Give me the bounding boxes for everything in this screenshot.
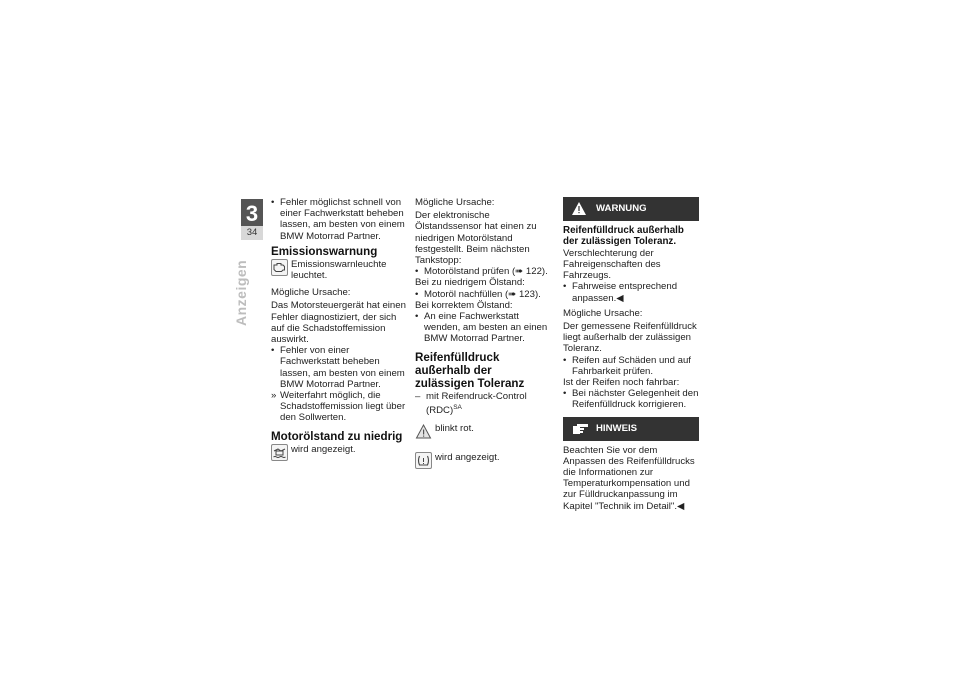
oil-heading: Motorölstand zu niedrig	[271, 429, 403, 443]
cause-text: Das Motorsteuergerät hat einen Fehler diagnostiziert, der sich auf die Schadstoffemission auswirkt.	[271, 300, 406, 346]
column-1	[271, 197, 407, 466]
drive-bullet: • Fahrweise entsprechend anpassen.◀	[563, 281, 699, 303]
cause-text: Der gemessene Reifenfülldruck liegt außerhalb der zulässigen Toleranz.	[563, 321, 697, 355]
workshop-bullet: • An eine Fachwerkstatt wenden, am besten an einen BMW Motorrad Partner.	[415, 311, 551, 345]
warning-text: Verschlechterung der Fahreigenschaften des Fahrzeugs.	[563, 247, 661, 282]
oil-check-bullet: • Motorölstand prüfen (➠ 122).	[415, 266, 551, 277]
intro-bullet: • Fehler möglichst schnell von einer Fachwerkstatt beheben lassen, am besten von einem BMW Motorrad Partner.	[271, 197, 407, 242]
low-oil-label: Bei zu niedrigem Ölstand:	[415, 277, 525, 289]
oil-refill-bullet: • Motoröl nachfüllen (➠ 123).	[415, 289, 551, 300]
note-label: HINWEIS	[596, 422, 638, 434]
rdc-superscript: SA	[453, 403, 462, 411]
correct-oil-label: Bei korrektem Ölstand:	[415, 299, 513, 311]
rdc-condition-text: mit Reifendruck-Control (RDC)	[426, 390, 527, 417]
cause-text: Der elektronische Ölstandssensor hat einen zu niedrigen Motorölstand festgestellt. Beim nächsten Tankstopp:	[415, 210, 537, 267]
cause-label: Mögliche Ursache:	[563, 307, 643, 319]
warning-banner	[563, 197, 699, 221]
column-3	[563, 197, 699, 512]
page-number: 34	[241, 226, 263, 240]
correct-pressure-bullet: • Bei nächster Gelegenheit den Reifenfülldruck korrigieren.	[563, 388, 699, 410]
engine-warning-icon	[271, 259, 288, 276]
cause-label: Mögliche Ursache:	[415, 197, 495, 208]
note-hand-icon	[571, 421, 589, 446]
cause-label: Mögliche Ursache:	[271, 287, 351, 299]
note-banner	[563, 417, 699, 441]
tire-check-bullet: • Reifen auf Schäden und auf Fahrbarkeit prüfen.	[563, 355, 699, 377]
tire-pressure-icon	[415, 452, 432, 469]
rdc-condition	[415, 391, 551, 417]
emission-indicator	[271, 259, 407, 281]
warning-banner-icon	[571, 201, 587, 226]
chapter-number: 3	[245, 201, 259, 226]
emission-heading: Emissionswarnung	[271, 244, 378, 258]
workshop-bullet: • Fehler von einer Fachwerkstatt beheben lassen, am besten von einem BMW Motorrad Partner.	[271, 345, 407, 390]
column-2	[415, 197, 551, 474]
chapter-tab	[241, 199, 263, 227]
note-text: Beachten Sie vor dem Anpassen des Reifenfülldrucks die Informationen zur Temperaturkompensation und zur Fülldruckanpassung im Kapitel "Technik im Detail".◀	[563, 444, 695, 512]
tire-pressure-heading: Reifenfülldruck außerhalb der zulässigen Toleranz	[415, 350, 525, 390]
continue-item: » Weiterfahrt möglich, die Schadstoffemission liegt über den Sollwerten.	[271, 390, 407, 424]
warning-icon-text: blinkt rot.	[435, 423, 474, 435]
tire-icon-text: wird angezeigt.	[435, 452, 500, 464]
drivable-question: Ist der Reifen noch fahrbar:	[563, 377, 680, 389]
warning-label: WARNUNG	[596, 203, 647, 214]
warning-indicator	[415, 423, 551, 443]
tire-indicator	[415, 452, 551, 472]
chapter-label: Anzeigen	[233, 259, 249, 326]
warning-heading: Reifenfülldruck außerhalb der zulässigen Toleranz.	[563, 225, 684, 248]
oil-icon-text: wird angezeigt.	[291, 443, 356, 455]
emission-icon-text: Emissionswarnleuchte leuchtet.	[291, 258, 387, 282]
warning-triangle-icon	[415, 423, 432, 440]
oil-level-icon	[271, 444, 288, 461]
oil-indicator	[271, 444, 407, 464]
